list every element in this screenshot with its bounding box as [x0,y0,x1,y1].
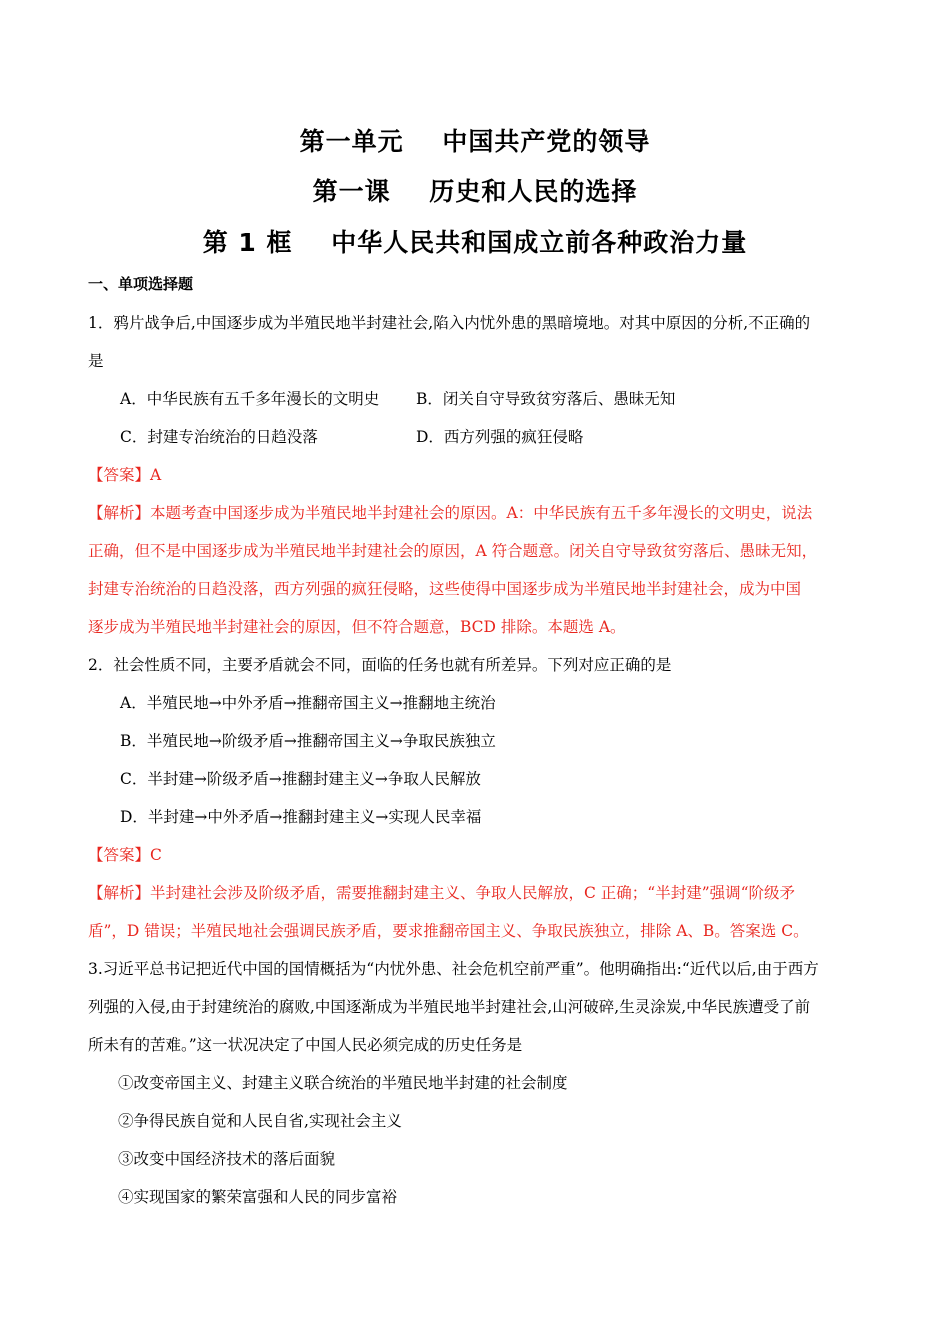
q1-option-d: D．西方列强的疯狂侵略 [416,428,584,446]
q2-answer: 【答案】C [88,846,162,864]
q1-answer: 【答案】A [88,466,162,484]
q1-option-c: C．封建专治统治的日趋没落 [120,428,318,446]
q1-analysis-line: 正确，但不是中国逐步成为半殖民地半封建社会的原因，A 符合题意。闭关自守导致贫穷落后、愚昧无知， [88,542,818,560]
q3-item-3: ③改变中国经济技术的落后面貌 [118,1150,336,1168]
q2-option-c: C．半封建→阶级矛盾→推翻封建主义→争取人民解放 [120,770,481,788]
q2-option-d: D．半封建→中外矛盾→推翻封建主义→实现人民幸福 [120,808,482,826]
q2-analysis-line: 盾”，D 错误；半殖民地社会强调民族矛盾，要求推翻帝国主义、争取民族独立，排除 A、B。答案选 C。 [88,922,809,940]
q1-option-b: B．闭关自守导致贫穷落后、愚昧无知 [416,390,676,408]
q3-item-4: ④实现国家的繁荣富强和人民的同步富裕 [118,1188,398,1206]
q1-stem-line: 是 [88,352,104,370]
section-heading: 一、单项选择题 [88,275,194,293]
q2-stem: 2．社会性质不同，主要矛盾就会不同，面临的任务也就有所差异。下列对应正确的是 [88,656,672,674]
lesson-title: 第一课 历史和人民的选择 [312,177,638,206]
q1-option-row [120,389,900,409]
q2-option-b: B．半殖民地→阶级矛盾→推翻帝国主义→争取民族独立 [120,732,496,750]
q1-analysis-line: 逐步成为半殖民地半封建社会的原因，但不符合题意，BCD 排除。本题选 A。 [88,618,626,636]
q2-analysis-line: 【解析】半封建社会涉及阶级矛盾，需要推翻封建主义、争取人民解放，C 正确；“半封建”强调“阶级矛 [88,884,796,902]
q3-stem-line: 列强的入侵,由于封建统治的腐败,中国逐渐成为半殖民地半封建社会,山河破碎,生灵涂炭,中华民族遭受了前 [88,998,811,1016]
q3-stem-line: 3.习近平总书记把近代中国的国情概括为“内忧外患、社会危机空前严重”。他明确指出:“近代以后,由于西方 [88,960,819,978]
q3-stem-line: 所未有的苦难。”这一状况决定了中国人民必须完成的历史任务是 [88,1036,523,1054]
q1-analysis-line: 封建专治统治的日趋没落，西方列强的疯狂侵略，这些使得中国逐步成为半殖民地半封建社会，成为中国 [88,580,802,598]
q2-option-a: A．半殖民地→中外矛盾→推翻帝国主义→推翻地主统治 [120,694,496,712]
q1-stem-line: 1．鸦片战争后,中国逐步成为半殖民地半封建社会,陷入内忧外患的黑暗境地。对其中原因的分析,不正确的 [88,314,811,332]
q1-analysis-line: 【解析】本题考查中国逐步成为半殖民地半封建社会的原因。A：中华民族有五千多年漫长的文明史，说法 [88,504,813,522]
q3-item-1: ①改变帝国主义、封建主义联合统治的半殖民地半封建的社会制度 [118,1074,568,1092]
q1-option-a: A．中华民族有五千多年漫长的文明史 [120,390,380,408]
q1-option-row [120,427,900,447]
frame-title: 第 1 框 中华人民共和国成立前各种政治力量 [202,228,748,257]
unit-title: 第一单元 中国共产党的领导 [299,127,651,156]
q3-item-2: ②争得民族自觉和人民自省,实现社会主义 [118,1112,402,1130]
